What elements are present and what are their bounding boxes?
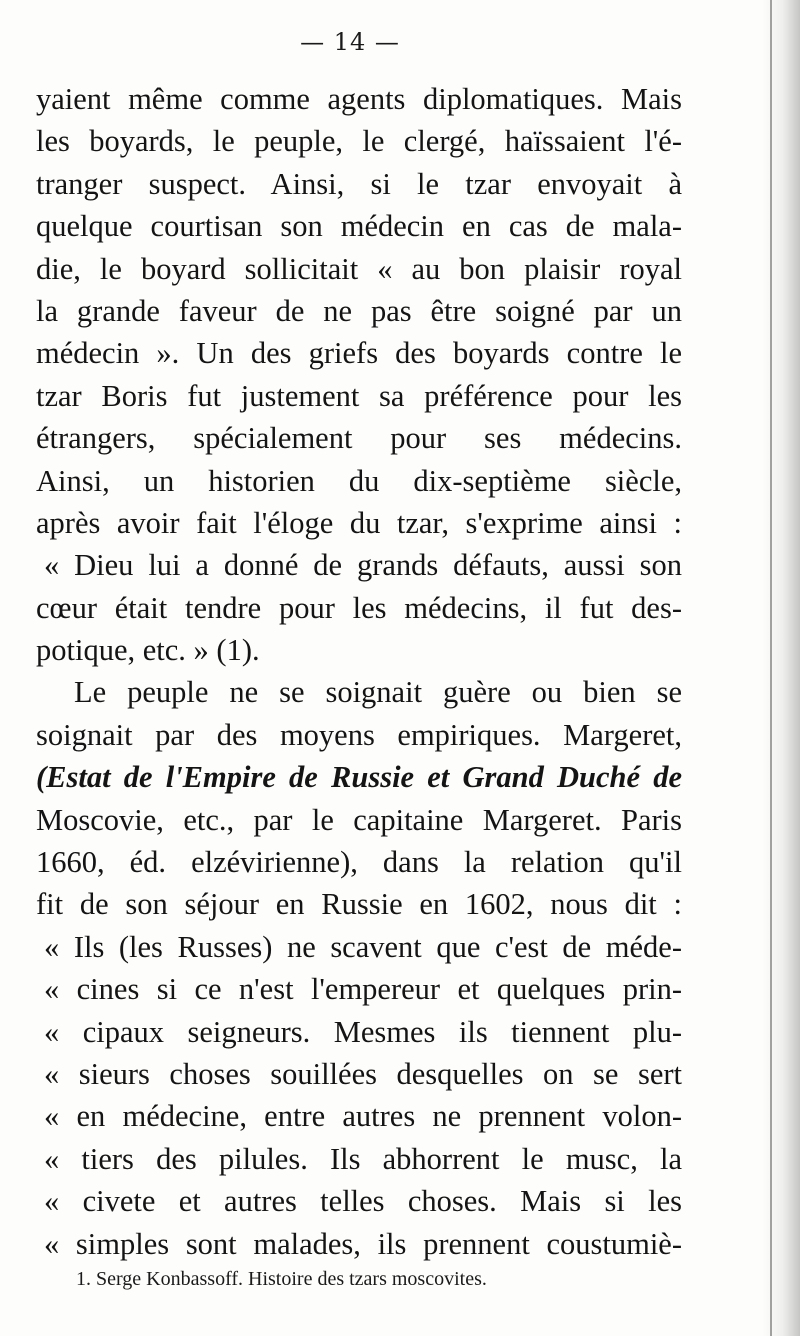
- page-edge-shadow: [762, 0, 800, 1336]
- paragraph-start-line: Le peuple ne se soignait guère ou bien se: [74, 675, 682, 710]
- body-text: [36, 78, 682, 1265]
- quoted-line: « Ils (les Russes) ne scavent que c'est de méde-: [44, 929, 682, 964]
- text-line: soignait par des moyens empiriques. Margeret,: [36, 717, 682, 752]
- text-line: 1660, éd. elzévirienne), dans la relation qu'il: [36, 845, 682, 880]
- text-line: die, le boyard sollicitait « au bon plaisir royal: [36, 251, 682, 286]
- text-line: yaient même comme agents diplomatiques. Mais: [36, 82, 682, 116]
- text-line: la grande faveur de ne pas être soigné par un: [36, 293, 682, 328]
- footnote: 1. Serge Konbassoff. Histoire des tzars moscovites.: [76, 1268, 487, 1290]
- quoted-line: « civete et autres telles choses. Mais si les: [44, 1184, 682, 1219]
- text-line: cœur était tendre pour les médecins, il fut des-: [36, 590, 682, 625]
- text-line: quelque courtisan son médecin en cas de mala-: [36, 209, 682, 244]
- text-line: médecin ». Un des griefs des boyards contre le: [36, 336, 682, 371]
- text-line: « Dieu lui a donné de grands défauts, aussi son: [44, 548, 682, 583]
- text-line: Ainsi, un historien du dix-septième siècle,: [36, 463, 682, 498]
- text-line: les boyards, le peuple, le clergé, haïssaient l'é-: [36, 124, 682, 159]
- page-edge-line: [770, 0, 772, 1336]
- quoted-line: « en médecine, entre autres ne prennent volon-: [44, 1099, 682, 1134]
- page-number: — 14 —: [300, 28, 400, 56]
- quoted-line: « cipaux seigneurs. Mesmes ils tiennent plu-: [44, 1014, 682, 1049]
- text-line: Moscovie, etc., par le capitaine Margeret. Paris: [36, 802, 682, 837]
- text-line: fit de son séjour en Russie en 1602, nous dit :: [36, 887, 682, 922]
- quoted-line: « tiers des pilules. Ils abhorrent le musc, la: [44, 1141, 682, 1176]
- text-line: tzar Boris fut justement sa préférence pour les: [36, 378, 682, 413]
- quoted-line: « sieurs choses souillées desquelles on se sert: [44, 1056, 682, 1091]
- italic-title-line: (Estat de l'Empire de Russie et Grand Duché de: [36, 760, 682, 795]
- quoted-line: « cines si ce n'est l'empereur et quelques prin-: [44, 972, 682, 1007]
- text-line: après avoir fait l'éloge du tzar, s'exprime ainsi :: [36, 505, 682, 540]
- text-line: potique, etc. » (1).: [36, 633, 260, 668]
- text-line: étrangers, spécialement pour ses médecins.: [36, 421, 682, 456]
- quoted-line: « simples sont malades, ils prennent coustumiè-: [44, 1226, 682, 1261]
- text-line: tranger suspect. Ainsi, si le tzar envoyait à: [36, 166, 682, 201]
